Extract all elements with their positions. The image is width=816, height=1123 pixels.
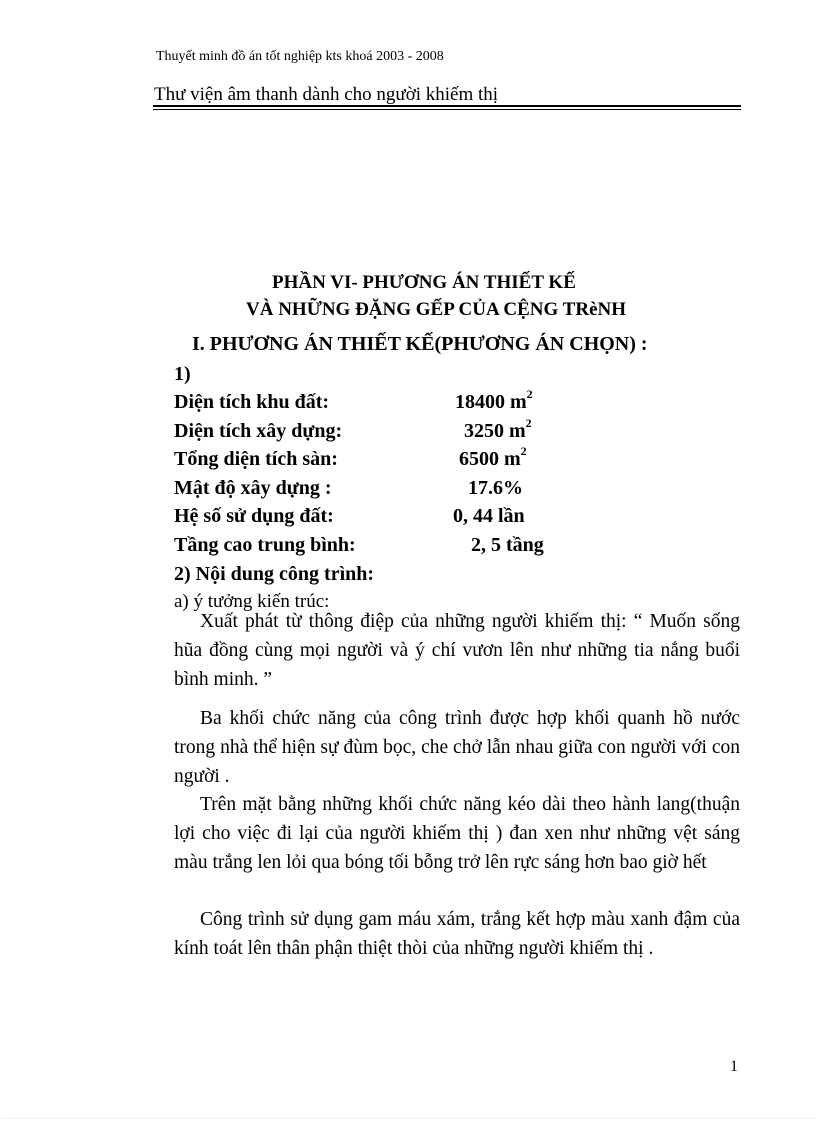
spec-value-text: 6500 m [459,448,521,470]
spec-value [455,387,533,414]
body-paragraph: Ba khối chức năng của công trình được hợp khối quanh hồ nước trong nhà thể hiện sự đùm bọc, che chở lẫn nhau giữa con người với con người . [174,708,740,787]
spec-value-text: 3250 m [464,420,526,442]
item-number: 1) [174,363,191,385]
header-rule-thick [153,105,741,107]
spec-value-text: 18400 m [455,391,527,413]
header-document-title: Thuyết minh đồ án tốt nghiệp kts khoá 2003 - 2008 [156,49,444,64]
spec-row [174,416,614,446]
subsection-label: a) ý tưởng kiến trúc: [174,591,330,612]
spec-label: Diện tích khu đất: [174,391,330,413]
body-paragraph: Công trình sử dụng gam máu xám, trắng kết hợp màu xanh đậm của kính toát lên thân phận thiệt thòi của những người khiếm thị . [174,909,740,959]
spec-label: Hệ số sử dụng đất: [174,505,334,527]
spec-label: Tầng cao trung bình: [174,534,356,556]
section-heading: I. PHƯƠNG ÁN THIẾT KẾ(PHƯƠNG ÁN CHỌN) : [192,333,648,355]
header-rule-thin [153,109,741,110]
header-project-title: Thư viện âm thanh dành cho người khiếm thị [154,84,499,105]
spec-value-text: 0, 44 lần [453,505,525,527]
spec-value [464,416,532,443]
spec-label: Tổng diện tích sàn: [174,448,338,470]
spec-value [468,477,523,500]
page-number: 1 [730,1058,738,1075]
spec-value [459,444,527,471]
spec-row [174,477,614,503]
subsection-heading: 2) Nội dung công trình: [174,563,375,585]
spec-row [174,444,614,474]
part-title: PHẦN VI- PHƯƠNG ÁN THIẾT KẾ [272,272,576,293]
page-bottom-border [0,1118,816,1119]
spec-value [471,534,544,557]
spec-value [453,505,525,528]
spec-unit-exponent: 2 [520,444,527,459]
spec-row [174,534,614,560]
spec-value-text: 17.6% [468,477,523,499]
part-subtitle: VÀ NHỮNG ĐẶNG GẾP CỦA CỆNG TRèNH [246,299,627,320]
spec-label: Diện tích xây dựng: [174,420,343,442]
body-paragraph: Xuất phát từ thông điệp của những người khiếm thị: “ Muốn sống hũa đồng cùng mọi người và ý chí vươn lên như những tia nắng buổi bình minh. ” [174,611,740,690]
body-paragraph: Trên mặt bằng những khối chức năng kéo dài theo hành lang(thuận lợi cho việc đi lại của người khiếm thị ) đan xen như những vệt sáng màu trắng len lỏi qua bóng tối bỗng trở lên rực sáng hơn bao giờ hết [174,794,740,873]
spec-label: Mật độ xây dựng : [174,477,332,499]
spec-unit-exponent: 2 [526,387,533,402]
spec-row [174,387,614,417]
spec-row [174,505,614,531]
spec-value-text: 2, 5 tầng [471,534,544,556]
spec-unit-exponent: 2 [525,416,532,431]
